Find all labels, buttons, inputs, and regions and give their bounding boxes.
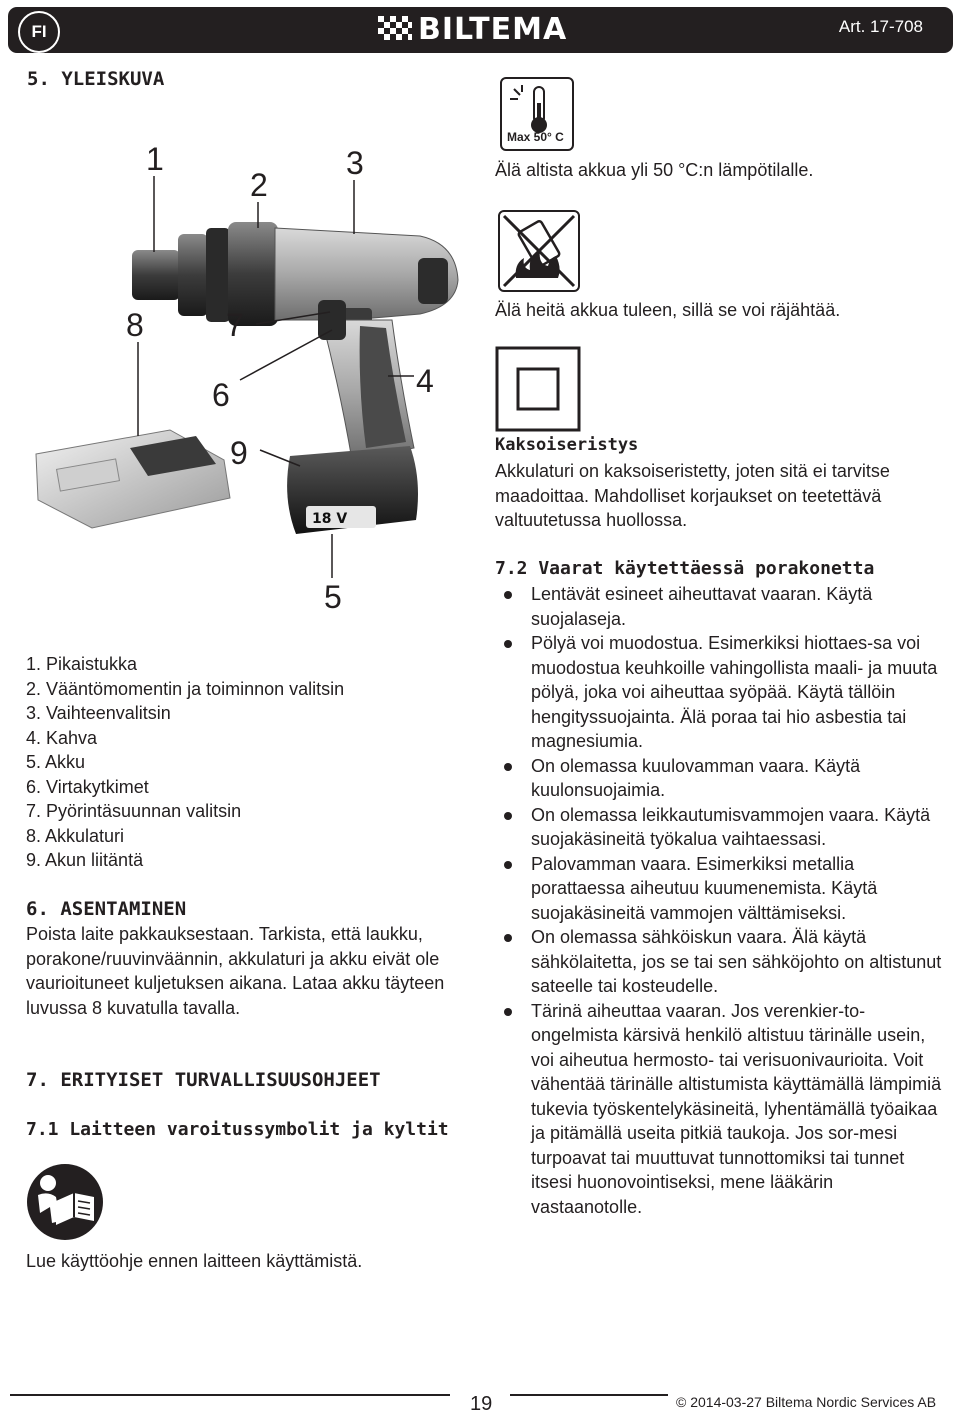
callout-2: 2 (250, 167, 268, 203)
list-item: 7. Pyörintäsuunnan valitsin (26, 801, 242, 821)
list-item: 1. Pikaistukka (26, 654, 138, 674)
callout-6: 6 (212, 377, 230, 413)
section-7-title: 7. ERITYISET TURVALLISUUSOHJEET (26, 1069, 381, 1091)
list-item: On olemassa leikkautumisvammojen vaara. Käytä suojakäsineitä työkalua vaihtaessasi. (495, 803, 945, 852)
footer-rule-right (510, 1394, 668, 1396)
callout-1: 1 (146, 141, 164, 177)
list-item: 9. Akun liitäntä (26, 850, 144, 870)
section-5-title: 5. YLEISKUVA (27, 68, 165, 90)
copyright: © 2014-03-27 Biltema Nordic Services AB (676, 1394, 937, 1410)
callout-3: 3 (346, 145, 364, 181)
list-item: Pölyä voi muodostua. Esimerkiksi hiottaes-sa voi muodostua keuhkoille vahingollista maali- ja muuta pölyä, joka voi aiheuttaa syöpää. Käytä tällöin hengityssuojainta. Älä poraa tai hio asbestia tai magnesiumia. (495, 631, 945, 754)
list-item: On olemassa sähköiskun vaara. Älä käytä sähkölaitetta, jos se tai sen sähköjohto on altistunut sateelle tai kosteudelle. (495, 925, 945, 999)
fire-warning-text: Älä heitä akkua tuleen, sillä se voi räjähtää. (495, 300, 841, 320)
callout-9: 9 (230, 435, 248, 471)
no-fire-symbol (498, 210, 580, 292)
list-item: Palovamman vaara. Esimerkiksi metallia porattaessa aiheutuu kuumenemista. Käytä suojakäsineitä vammojen välttämiseksi. (495, 852, 945, 926)
list-item: Tärinä aiheuttaa vaaran. Jos verenkier-to-ongelmista kärsivä henkilö altistuu tärinälle usein, voi aiheutua hermosto- tai verisuonivaurioita. Voit vähentää tärinälle altistumista käyttämällä lämpimiä tukevia työskentelykäsineitä, lyhentämällä työaikaa ja pitämällä useita pitkiä taukoja. Jos sor-mesi turpoavat tai muuttuvat tunnottomiksi tai tunnet itsesi huonovointiseksi, mene lääkärin vastaanotolle. (495, 999, 945, 1220)
battery-in-fire-icon (500, 212, 578, 290)
motor-vents (418, 258, 448, 304)
callout-8: 8 (126, 307, 144, 343)
callout-7: 7 (226, 307, 244, 343)
footer-rule-left (10, 1394, 450, 1396)
list-item: 2. Vääntömomentin ja toiminnon valitsin (26, 678, 345, 699)
battery-charger (36, 430, 230, 528)
list-item: 3. Vaihteenvalitsin (26, 703, 171, 723)
language-badge: FI (18, 11, 60, 53)
list-item: 4. Kahva (26, 727, 98, 748)
read-manual-icon (26, 1163, 104, 1241)
page-number: 19 (470, 1393, 493, 1415)
temperature-warning-text: Älä altista akkua yli 50 °C:n lämpötilalle. (495, 160, 814, 180)
callout-4: 4 (416, 363, 434, 399)
list-item: Lentävät esineet aiheuttavat vaaran. Käytä suojalaseja. (495, 582, 945, 631)
battery-pack (287, 446, 418, 534)
brand-logo (378, 12, 567, 46)
trigger-switch (318, 300, 346, 340)
section-7-1-title: 7.1 Laitteen varoitussymbolit ja kyltit (26, 1119, 449, 1140)
hazard-list (495, 582, 945, 1219)
article-number: Art. 17-708 (838, 17, 923, 36)
insulation-title: Kaksoiseristys (495, 435, 639, 455)
section-6-text: Poista laite pakkauksestaan. Tarkista, että laukku, porakone/ruuvinväännin, akkulaturi ja akku eivät ole vaurioituneet kuljetuksen aikana. Lataa akku täyteen luvussa 8 kuvatulla tavalla. (26, 924, 445, 1018)
insulation-text: Akkulaturi on kaksoiseristetty, joten sitä ei tarvitse maadoittaa. Mahdolliset korjaukset on teetettävä valtuutetussa huollossa. (495, 461, 890, 530)
callout-5: 5 (324, 579, 342, 610)
parts-list (26, 652, 466, 873)
section-6-title: 6. ASENTAMINEN (26, 898, 187, 920)
brand-name: BILTEMA (418, 11, 568, 47)
read-manual-text: Lue käyttöohje ennen laitteen käyttämistä. (26, 1251, 363, 1271)
section-7-2-title: 7.2 Vaarat käytettäessä porakonetta (495, 558, 875, 579)
list-item: 8. Akkulaturi (26, 825, 125, 846)
double-insulation-icon (495, 346, 581, 432)
list-item: 5. Akku (26, 752, 86, 772)
list-item: 6. Virtakytkimet (26, 776, 149, 797)
checker-flag-icon (378, 16, 412, 42)
max-temperature-label: Max 50° C (507, 130, 564, 144)
drill-illustration (20, 130, 480, 610)
list-item: On olemassa kuulovamman vaara. Käytä kuulonsuojaimia. (495, 754, 945, 803)
battery-label: 18 V (312, 511, 348, 527)
